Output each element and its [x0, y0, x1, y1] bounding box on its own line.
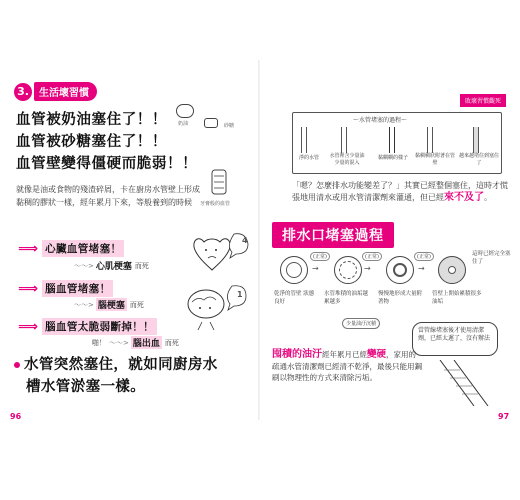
- diagram-step-5: 越來越堵住到塞住了: [459, 153, 500, 166]
- caption-2: 水管堆積的油垢越累越多: [324, 291, 369, 305]
- conclusion-line-2: 槽水管淤塞一樣。: [26, 379, 146, 395]
- item-heart: [18, 240, 124, 257]
- pipe-icon: [341, 127, 347, 153]
- item-rupture-label: 腦血管太脆弱斷掉！！: [42, 318, 157, 335]
- bottom-hard: 變硬: [367, 349, 387, 360]
- stage-chip-1: (正常): [310, 252, 330, 261]
- left-page: [4, 60, 260, 420]
- brain-illustration: [184, 282, 254, 332]
- book-gutter: [258, 60, 260, 420]
- pipe-icon: [427, 127, 433, 153]
- pipe-icon: [389, 127, 395, 153]
- diagram-step-2: 水管裡含少量油 少量的混入: [329, 153, 365, 166]
- item-heart-disease: 心肌梗塞: [95, 262, 132, 272]
- section-label: 生活壞習慣: [34, 82, 97, 101]
- item-heart-label: 心臟血管堵塞！: [42, 240, 124, 257]
- arrow-right-icon: →: [418, 264, 425, 273]
- item-brain-disease: 腦梗塞: [96, 298, 127, 311]
- caption-3: 慢慢地形成大量附著物: [378, 291, 423, 305]
- item-brain-result: [74, 298, 144, 311]
- handwritten-line-3: 血管壁變得僵硬而脆弱！！: [16, 156, 198, 172]
- item-rupture: [18, 318, 157, 335]
- stage-caption-right: 這時已經完全塞住了: [472, 251, 511, 265]
- butter-icon: [176, 104, 194, 118]
- sugar-icon: [204, 118, 218, 128]
- pipe-cross-section-2: [334, 256, 362, 284]
- arrow-icon: ⟹: [18, 240, 39, 257]
- pipe-cross-section-1: [280, 256, 308, 284]
- quote-emphasis: 來不及了: [444, 192, 484, 203]
- arrow-icon: ⟹: [18, 318, 39, 335]
- arrow-right-icon: →: [364, 264, 371, 273]
- pipe-icon: [473, 127, 479, 153]
- quote-paragraph: 「嗯？怎麼排水功能變差了？」其實已經整個塞住，這時才慌張地用清水或用水管清潔劑來灌通，但已經來不及了。: [292, 181, 508, 203]
- diagram-step-3: 黏糊糊的樣子: [377, 155, 408, 161]
- item-heart-result: [74, 259, 149, 272]
- item-rupture-disease: 腦出血: [131, 336, 162, 349]
- process-title-banner: [272, 222, 394, 248]
- bottom-lead: 囤積的油汙: [272, 349, 322, 360]
- page-number-left: 96: [10, 412, 22, 421]
- arrow-right-icon: →: [312, 264, 319, 273]
- pipe-process-diagram: [292, 112, 502, 174]
- process-title: 排水口堵塞過程: [272, 222, 394, 248]
- right-page: [262, 60, 518, 420]
- hard-vessel-label: 牙膏般的血管: [200, 201, 231, 207]
- item-brain-label: 腦血管堵塞！: [42, 280, 113, 297]
- speech-bubble: 當管線堵塞後才使用清潔劑，已經太遲了，沒有辦法: [412, 322, 498, 356]
- page-number-right: 97: [498, 412, 510, 421]
- brain-speech-badge: 1: [237, 290, 243, 299]
- tilde-arrow: ～～>: [109, 338, 129, 347]
- caption-1: 乾淨的管壁 狀態良好: [274, 291, 315, 305]
- caption-4: 管壁上開始累積很多油垢: [432, 291, 482, 305]
- section-badge: [14, 82, 97, 101]
- handwritten-line-2: 血管被砂糖塞住了！！: [16, 134, 167, 150]
- caption-box: 少量油汙沉積: [342, 318, 380, 329]
- butter-label: 奶油: [178, 121, 189, 127]
- heart-speech-badge: 4: [242, 236, 248, 245]
- item-heart-tail: 而死: [134, 261, 149, 270]
- book-spread: [0, 60, 520, 420]
- pipe-cross-section-3: [386, 256, 414, 284]
- arrow-icon: ⟹: [18, 280, 39, 297]
- item-brain: [18, 280, 113, 297]
- item-rupture-tail: 而死: [164, 338, 179, 347]
- diagram-step-1: 淨的水管: [298, 155, 319, 161]
- pipe-cross-section-4: [438, 256, 466, 284]
- item-rupture-prefix: 啪！: [92, 338, 106, 347]
- item-brain-tail: 而死: [129, 300, 144, 309]
- bullet-dot: [14, 362, 20, 368]
- section-number: 3.: [14, 83, 32, 101]
- sugar-label: 砂糖: [224, 123, 235, 129]
- tilde-arrow: ～～>: [74, 261, 94, 270]
- diagram-step-4: 黏稠稠狀附著在管壁: [415, 153, 456, 166]
- scrubbing-pipe-illustration: [430, 360, 500, 406]
- stage-chip-3: (正常): [414, 252, 434, 261]
- running-head: 敗壞習慣觀死: [460, 94, 506, 107]
- item-rupture-result: [92, 336, 179, 349]
- pipe-icon: [301, 127, 307, 153]
- bottom-paragraph: 囤積的油汙經年累月已經變硬，家用的疏通水管清潔劑已經清不乾淨，最後只能用鋼刷以物理性的方式來清除污垢。: [272, 349, 422, 382]
- stage-chip-2: (正常): [362, 252, 382, 261]
- diagram-title: ～水管堵塞的過程～: [353, 117, 408, 124]
- handwritten-line-1: 血管被奶油塞住了！！: [16, 112, 167, 128]
- body-paragraph: 就像是油或食物的殘渣碎屑，卡在廚房水管壁上形成黏稠的膠狀一樣，經年累月下來，等般養到的時候: [16, 185, 200, 207]
- tilde-arrow: ～～>: [74, 300, 94, 309]
- conclusion-line-1: 水管突然塞住，就如同廚房水: [14, 353, 218, 374]
